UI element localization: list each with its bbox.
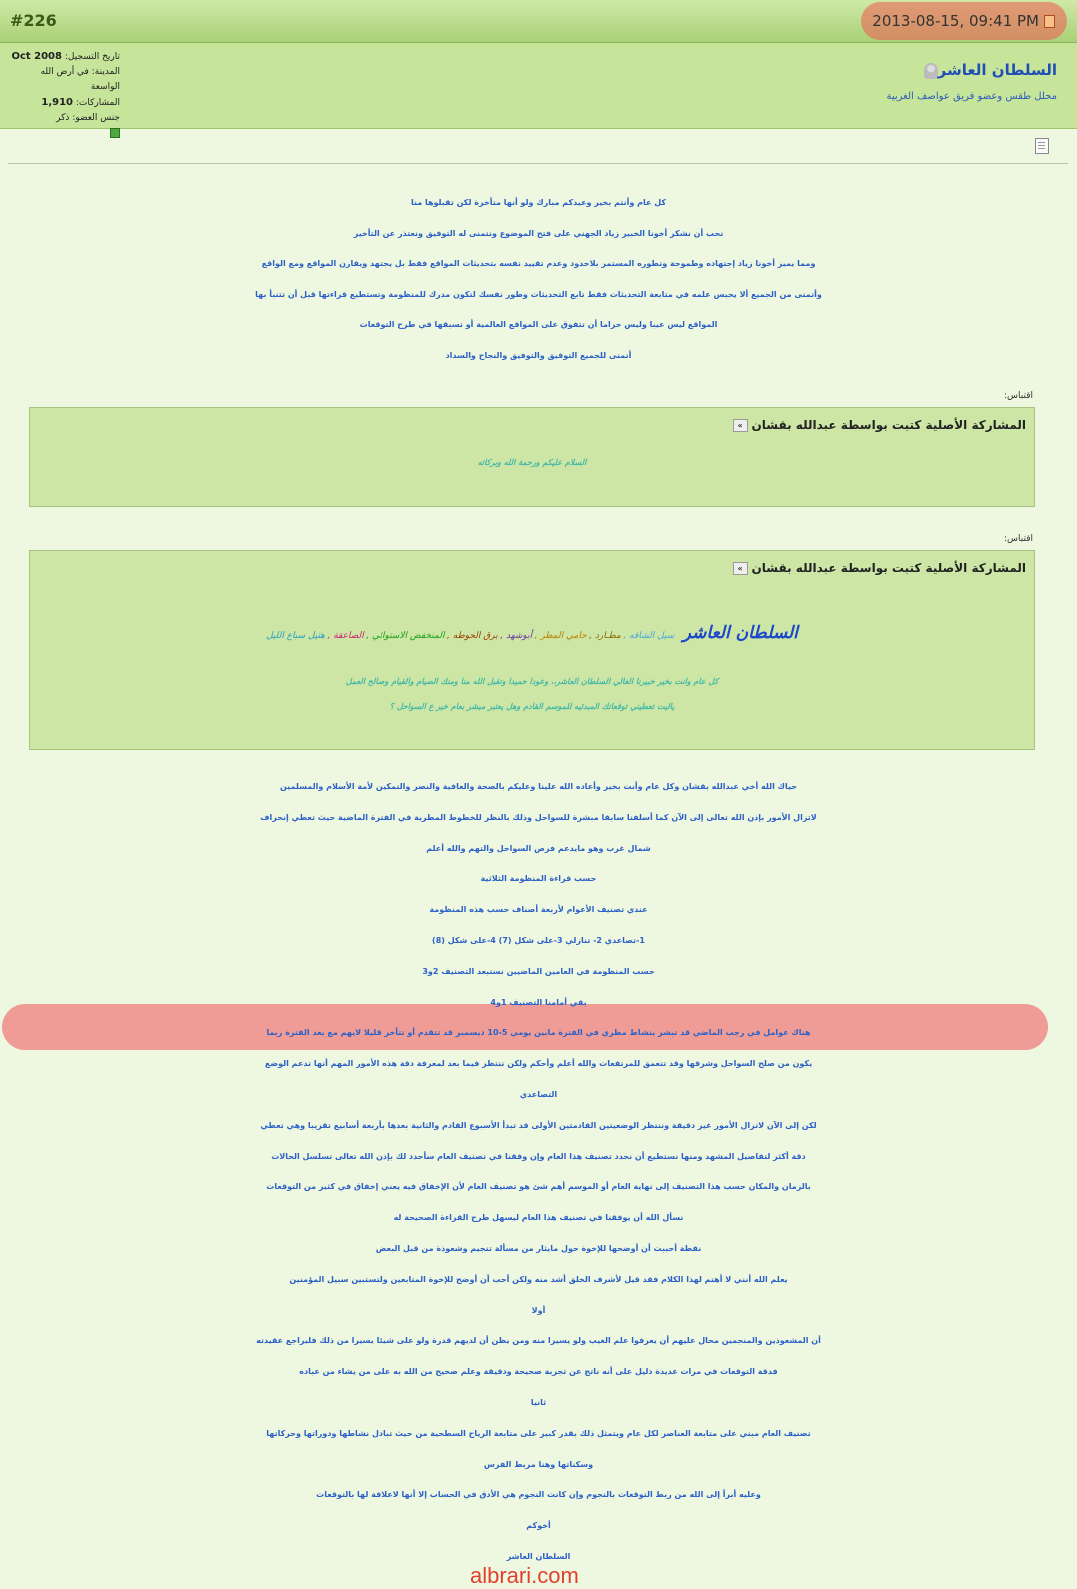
- body-line: لكن إلى الآن لاتزال الأمور غير دقيقة وننتظر الوضعيتين القادمتين الأولى قد تبدأ الأسبوع القادم والثانية بعدها بأربعة أسابيع تقريبا وهي تعطي: [260, 1120, 817, 1130]
- signature-main: السلطان العاشر: [682, 623, 798, 643]
- intro-line: أتمنى للجميع التوفيق والتوفيق والنجاح والسداد: [445, 350, 632, 360]
- intro-line: نحب أن نشكر أخونا الخبير زياد الجهني على فتح الموضوع ونتمنى له التوفيق ونعتذر عن التأخير: [353, 228, 724, 238]
- body-line: نقطة أحببت أن أوضحها للإخوة حول مايثار من مسألة تنجيم وشعوذة من قبل البعض: [375, 1243, 702, 1253]
- quote-label: اقتباس:: [1004, 534, 1033, 544]
- quote-text: كل عام وانت بخير خبيرنا الغالي السلطان العاشر،، وعودا حميدا وتقبل الله منا ومنك الصيام والقيام وصالح العمل: [345, 677, 719, 686]
- body-line: بالزمان والمكان حسب هذا التصنيف إلى نهاية العام أو الموسم أهم شئ هو تصنيف العام لأن الإخفاق فيه يعني إخفاق في كثير من التوقعات: [266, 1182, 811, 1192]
- post-document-icon: [1035, 138, 1049, 154]
- online-status-icon: [110, 128, 120, 138]
- city-label: المدينة:: [91, 67, 120, 77]
- post-status-icon: [1044, 15, 1055, 28]
- intro-line: وأتمنى من الجميع ألا يحبس علمه في متابعة التحديثات فقط تابع التحديثات وطور نفسك لتكون مدرك للمنظومة وتستطيع قراءتها قبل أن تتنبأ بها: [255, 289, 822, 299]
- reg-label: تاريخ التسجيل:: [64, 52, 120, 62]
- signature-name: سيل الشافه ,: [623, 631, 675, 641]
- posts-label: المشاركات:: [75, 98, 120, 108]
- body-line: عندي تصنيف الأعوام لأربعة أصناف حسب هذه المنظومة: [429, 905, 648, 915]
- divider: [8, 163, 1068, 164]
- gender-value: ذكر: [56, 113, 70, 123]
- body-line: يكون من صلح السواحل وشرقها وقد تتعمق للمرتفعات والله أعلم وأحكم ولكن ننتظر فيما بعد لمعرفة دقة هذه الأمور المهم أنها تدعم الوضع: [264, 1059, 813, 1069]
- body-line: هناك عوامل في رجب الماضي قد تبشر بنشاط مطري في الفترة مابين يومي 5-10 ديسمبر قد تتقدم أو تتأخر قليلا لايهم مع بعد الفترة ربما: [266, 1028, 811, 1038]
- post-number-link[interactable]: #226: [10, 11, 57, 30]
- view-post-button[interactable]: »: [733, 419, 748, 432]
- body-line: حسب قراءة المنظومة الثلاثية: [480, 874, 597, 884]
- user-avatar-icon: [924, 63, 938, 79]
- body-line: تصنيف العام مبني على متابعة العناصر لكل عام ويتمثل ذلك بقدر كبير على متابعة الرياح السطحية من حيث تبادل نشاطها ودوراتها وحركاتها: [266, 1428, 811, 1438]
- body-line: حسب المنظومة في العامين الماضيين نستبعد التصنيف 2و3: [422, 966, 655, 976]
- intro-text: [0, 188, 1077, 372]
- body-line: أولا: [531, 1305, 546, 1315]
- reply-text: [0, 772, 1077, 1573]
- gender-label: جنس العضو:: [72, 113, 120, 123]
- username[interactable]: السلطان العاشر: [920, 61, 1057, 79]
- signature-row: [30, 623, 1034, 643]
- quote-box: [29, 407, 1035, 507]
- intro-line: المواقع ليس عيبا وليس حراما أن تتفوق على المواقع العالمية أو تسبقها في طرح التوقعات: [359, 320, 718, 330]
- signature-name: هتيل سباع الليل: [266, 631, 325, 641]
- body-line: ثانيا: [530, 1397, 547, 1407]
- city-value: في أرض الله الواسعة: [40, 67, 120, 92]
- body-line: أخوكم: [526, 1521, 551, 1531]
- body-line: أن المشعوذين والمنجمين محال عليهم أن يعرفوا علم الغيب ولو يسيرا منه ومن يظن أن لديهم قدرة ولو على شيئا يسيرا من ذلك فليراجع عقيدته: [256, 1336, 821, 1346]
- user-details: [10, 49, 120, 138]
- signature-name: مطـارد ,: [589, 631, 621, 641]
- signature-name: برق الحوطه ,: [447, 631, 498, 641]
- signature-name: الصاعقة ,: [327, 631, 364, 641]
- intro-line: ومما يميز أخونا زياد إجتهاده وطموحة وتطوره المستمر بلاحدود وعدم تقييد نفسه بتحديثات المواقع فقط بل يجتهد ويقارن المواقع ومع الواقع: [261, 259, 816, 269]
- body-line: 1-تصاعدي 2- تنازلي 3-على شكل (7) 4-على شكل (8): [432, 935, 645, 945]
- body-line: وعليه أبرأ إلى الله من ربط التوقعات بالنجوم وإن كانت النجوم هي الأدق في الحساب إلا أنها لاعلاقة لها بالتوقعات: [316, 1490, 761, 1500]
- body-line: دقة أكثر لتفاصيل المشهد ومنها نستطيع أن نحدد تصنيف هذا العام وإن وفقنا في تصنيف العام سأحدد لك بإذن الله تعالى تسلسل الحالات: [271, 1151, 806, 1161]
- quote-label: اقتباس:: [1004, 391, 1033, 401]
- reg-value: Oct 2008: [11, 51, 62, 62]
- quote-text: السلام عليكم ورحمة الله وبركاته: [477, 458, 587, 467]
- intro-line: كل عام وأنتم بخير وعيدكم مبارك ولو أنها متأخرة لكن تقبلوها منا: [410, 198, 667, 207]
- watermark: albrari.com: [470, 1563, 579, 1588]
- body-line: وسكناتها وهنا مربط الفرس: [483, 1459, 594, 1469]
- body-line: يعلم الله أنني لا أهتم لهذا الكلام فقد قيل لأشرف الخلق أشد منه ولكن أحب أن أوضح للإخوة المتابعين ولتستبين سبيل المؤمنين: [289, 1274, 788, 1284]
- user-title: محلل طقس وعضو فريق عواصف الغربية: [886, 91, 1057, 102]
- body-line: فدقة التوقعات في مرات عديدة دليل على أنه ناتج عن تجربة صحيحة ودقيقة وعلم صحيح من الله به على من يشاء من عباده: [299, 1367, 778, 1377]
- user-info-bar: [0, 43, 1077, 129]
- body-line: شمال غرب وهو مايدعم فرص السواحل والتهم والله أعلم: [426, 843, 651, 853]
- signature-name: أبوشهد ,: [500, 631, 533, 641]
- posts-value: 1,910: [41, 97, 74, 108]
- signature-name: المنخفض الاستوائي ,: [366, 631, 445, 641]
- view-post-button[interactable]: »: [733, 562, 748, 575]
- quote-text: ياليت تعطيني توقعاتك المبدئيه للموسم القادم وهل يعتبر مبشر بعام خير ع السواحل ؟: [389, 702, 675, 711]
- quote-header: المشاركة الأصلية كتبت بواسطة عبدالله بقشان»: [733, 418, 1026, 432]
- quote-header: المشاركة الأصلية كتبت بواسطة عبدالله بقشان»: [733, 561, 1026, 575]
- body-line: نسأل الله أن يوفقنا في تصنيف هذا العام ليسهل طرح القراءة الصحيحة له: [393, 1213, 684, 1223]
- body-line: حياك الله أخي عبدالله بقشان وكل عام وأنت بخير وأعاده الله علينا وعليكم بالصحة والعافية والنصر والتمكين لأمة الأسلام والمسلمين: [279, 782, 798, 791]
- post-date: 2013-08-15, 09:41 PM: [872, 12, 1055, 30]
- body-line: بقي أمامنا التصنيف 1و4: [490, 997, 587, 1007]
- body-line: السلطان العاشر: [506, 1551, 571, 1561]
- quote-box: [29, 550, 1035, 750]
- signature-name: حامي المطر ,: [534, 631, 587, 641]
- body-line: التصاعدي: [519, 1089, 558, 1099]
- post-header-bar: [0, 0, 1077, 43]
- body-line: لاتزال الأمور بإذن الله تعالى إلى الآن كما أسلفنا سابقا مبشرة للسواحل وذلك بالنظر للخطوط المطرية في الفترة الماضية حيث تعطي إنحراف: [260, 812, 817, 822]
